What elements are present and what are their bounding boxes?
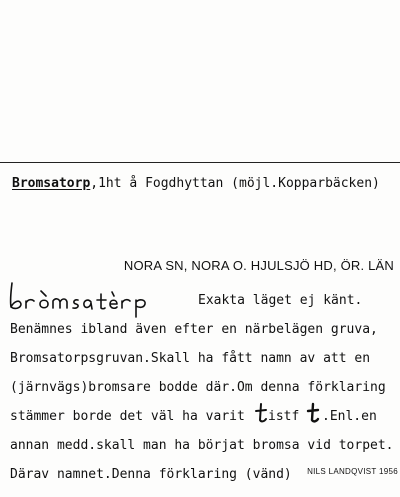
card-text-line-4: (järnvägs)bromsare bodde där.Om denna förklaring xyxy=(10,380,386,395)
card-text-line-3: Bromsatorpsgruvan.Skall ha fått namn av att en xyxy=(10,351,371,366)
handwritten-t-symbol xyxy=(306,402,320,424)
card-top-rule xyxy=(0,162,400,163)
place-name: Bromsatorp xyxy=(12,176,91,191)
card-text-line-5c: .Enl.en xyxy=(322,409,377,424)
place-location: ,1ht å Fogdhyttan (möjl.Kopparbäcken) xyxy=(90,176,380,191)
card-text-line-5b: istf xyxy=(268,409,300,424)
collector-signature: NILS LANDQVIST 1956 xyxy=(307,467,398,476)
card-text-line-2: Benämnes ibland även efter en närbelägen gruva, xyxy=(10,322,378,337)
card-text-line-5a: stämmer borde det väl ha varit xyxy=(10,409,245,424)
handwritten-t-symbol xyxy=(254,402,268,424)
card-text-line-6: annan medd.skall man ha börjat bromsa vid torpet. xyxy=(10,438,394,453)
card-text-line-7: Därav namnet.Denna förklaring (vänd) xyxy=(10,467,292,482)
card-title xyxy=(12,176,380,191)
parish-district-county: NORA SN, NORA O. HJULSJÖ HD, ÖR. LÄN xyxy=(123,258,394,273)
handwritten-pronunciation xyxy=(6,279,196,319)
card-text-line-1: Exakta läget ej känt. xyxy=(198,293,363,308)
